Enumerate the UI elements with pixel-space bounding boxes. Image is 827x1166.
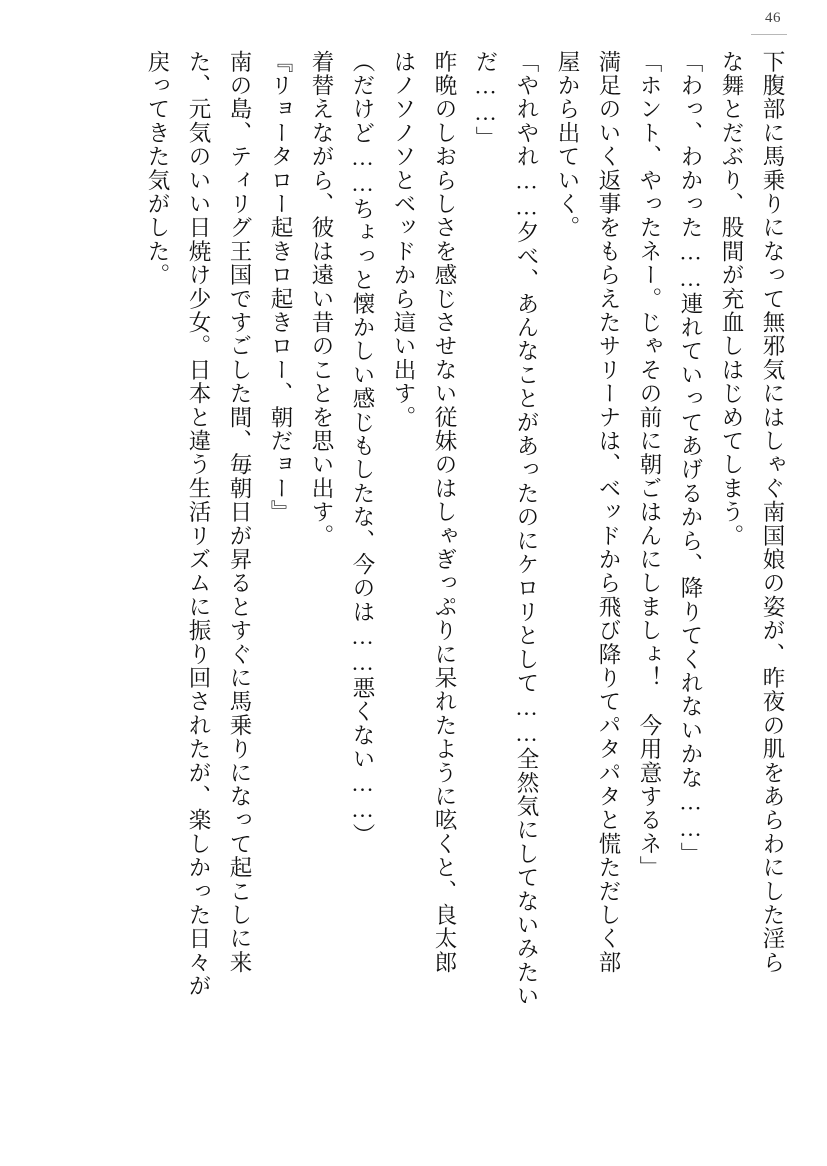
text-line: 「わっ、わかった……連れていってあげるから、降りてくれないかな……」 [678, 50, 703, 866]
text-line: （だけど……ちょっと懐かしい感じもしたな、今のは……悪くない……） [350, 50, 375, 848]
text-line: 屋から出ていく。 [555, 50, 580, 240]
body-text [34, 50, 793, 1142]
text-line: 満足のいく返事をもらえたサリーナは、ベッドから飛び降りてパタパタと慌ただしく部 [596, 50, 621, 975]
text-line: な舞とだぶり、股間が充血しはじめてしまう。 [719, 50, 744, 548]
text-line: 昨晩のしおらしさを感じさせない従妹のはしゃぎっぷりに呆れたように呟くと、良太郎 [432, 50, 457, 975]
text-line: 『リョータロー起きロ起きロー、朝だョー』 [268, 50, 293, 524]
text-line: 着替えながら、彼は遠い昔のことを思い出す。 [309, 50, 334, 548]
text-line: 「ホント、やったネー。じゃその前に朝ごはんにしましょ！ 今用意するネ」 [637, 50, 662, 880]
text-line: はノソノソとベッドから這い出す。 [391, 50, 416, 430]
text-line: 「やれやれ……夕べ、あんなことがあったのにケロリとして……全然気にしてないみたい [514, 50, 539, 1008]
text-line: 戻ってきた気がした。 [145, 50, 170, 287]
text-line: 下腹部に馬乗りになって無邪気にはしゃぐ南国娘の姿が、昨夜の肌をあらわにした淫ら [760, 50, 785, 975]
page-number: 46 [765, 10, 781, 26]
text-line: た、元気のいい日焼け少女。日本と違う生活リズムに振り回されたが、楽しかった日々が [186, 50, 211, 998]
text-line: だ……」 [473, 50, 498, 150]
text-line: 南の島、ティリグ王国ですごした間、毎朝日が昇るとすぐに馬乗りになって起こしに来 [227, 50, 252, 975]
page-number-rule [751, 34, 787, 35]
